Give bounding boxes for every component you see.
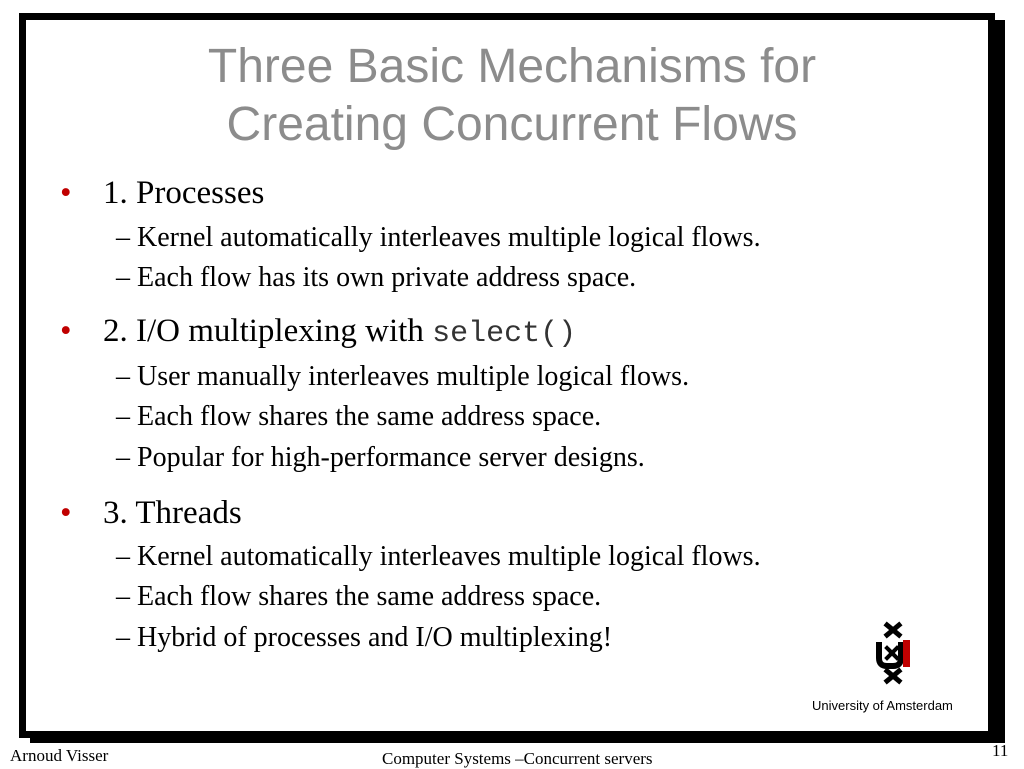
sub-bullet: – Popular for high-performance server designs. — [116, 442, 645, 473]
title-line-2: Creating Concurrent Flows — [226, 98, 798, 151]
title-line-1: Three Basic Mechanisms for — [207, 40, 817, 93]
sub-bullet: – User manually interleaves multiple logical flows. — [116, 361, 690, 392]
bullet-dot: • — [60, 175, 72, 211]
uva-crosses-logo-icon — [870, 620, 920, 690]
bullet-text: 2. I/O multiplexing with — [103, 313, 433, 349]
bullet-threads — [60, 493, 242, 533]
sub-bullet: – Each flow has its own private address space. — [116, 262, 637, 293]
sub-bullet: – Kernel automatically interleaves multiple logical flows. — [116, 222, 761, 253]
sub-bullet: – Kernel automatically interleaves multiple logical flows. — [116, 541, 761, 572]
bullet-text: 3. Threads — [103, 495, 242, 531]
footer-author: Arnoud Visser — [10, 746, 109, 765]
footer-page-number: 11 — [992, 741, 1009, 760]
bullet-dot: • — [60, 313, 72, 349]
sub-bullet: – Hybrid of processes and I/O multiplexing! — [116, 622, 613, 653]
bullet-code: select() — [432, 317, 577, 351]
bullet-dot: • — [60, 495, 72, 531]
sub-bullet: – Each flow shares the same address space. — [116, 401, 602, 432]
logo-caption: University of Amsterdam — [812, 698, 953, 713]
sub-bullet: – Each flow shares the same address space. — [116, 581, 602, 612]
bullet-io-multiplexing — [60, 311, 576, 354]
footer-course: Computer Systems –Concurrent servers — [382, 749, 653, 768]
bullet-processes — [60, 173, 264, 213]
bullet-text: 1. Processes — [103, 175, 265, 211]
